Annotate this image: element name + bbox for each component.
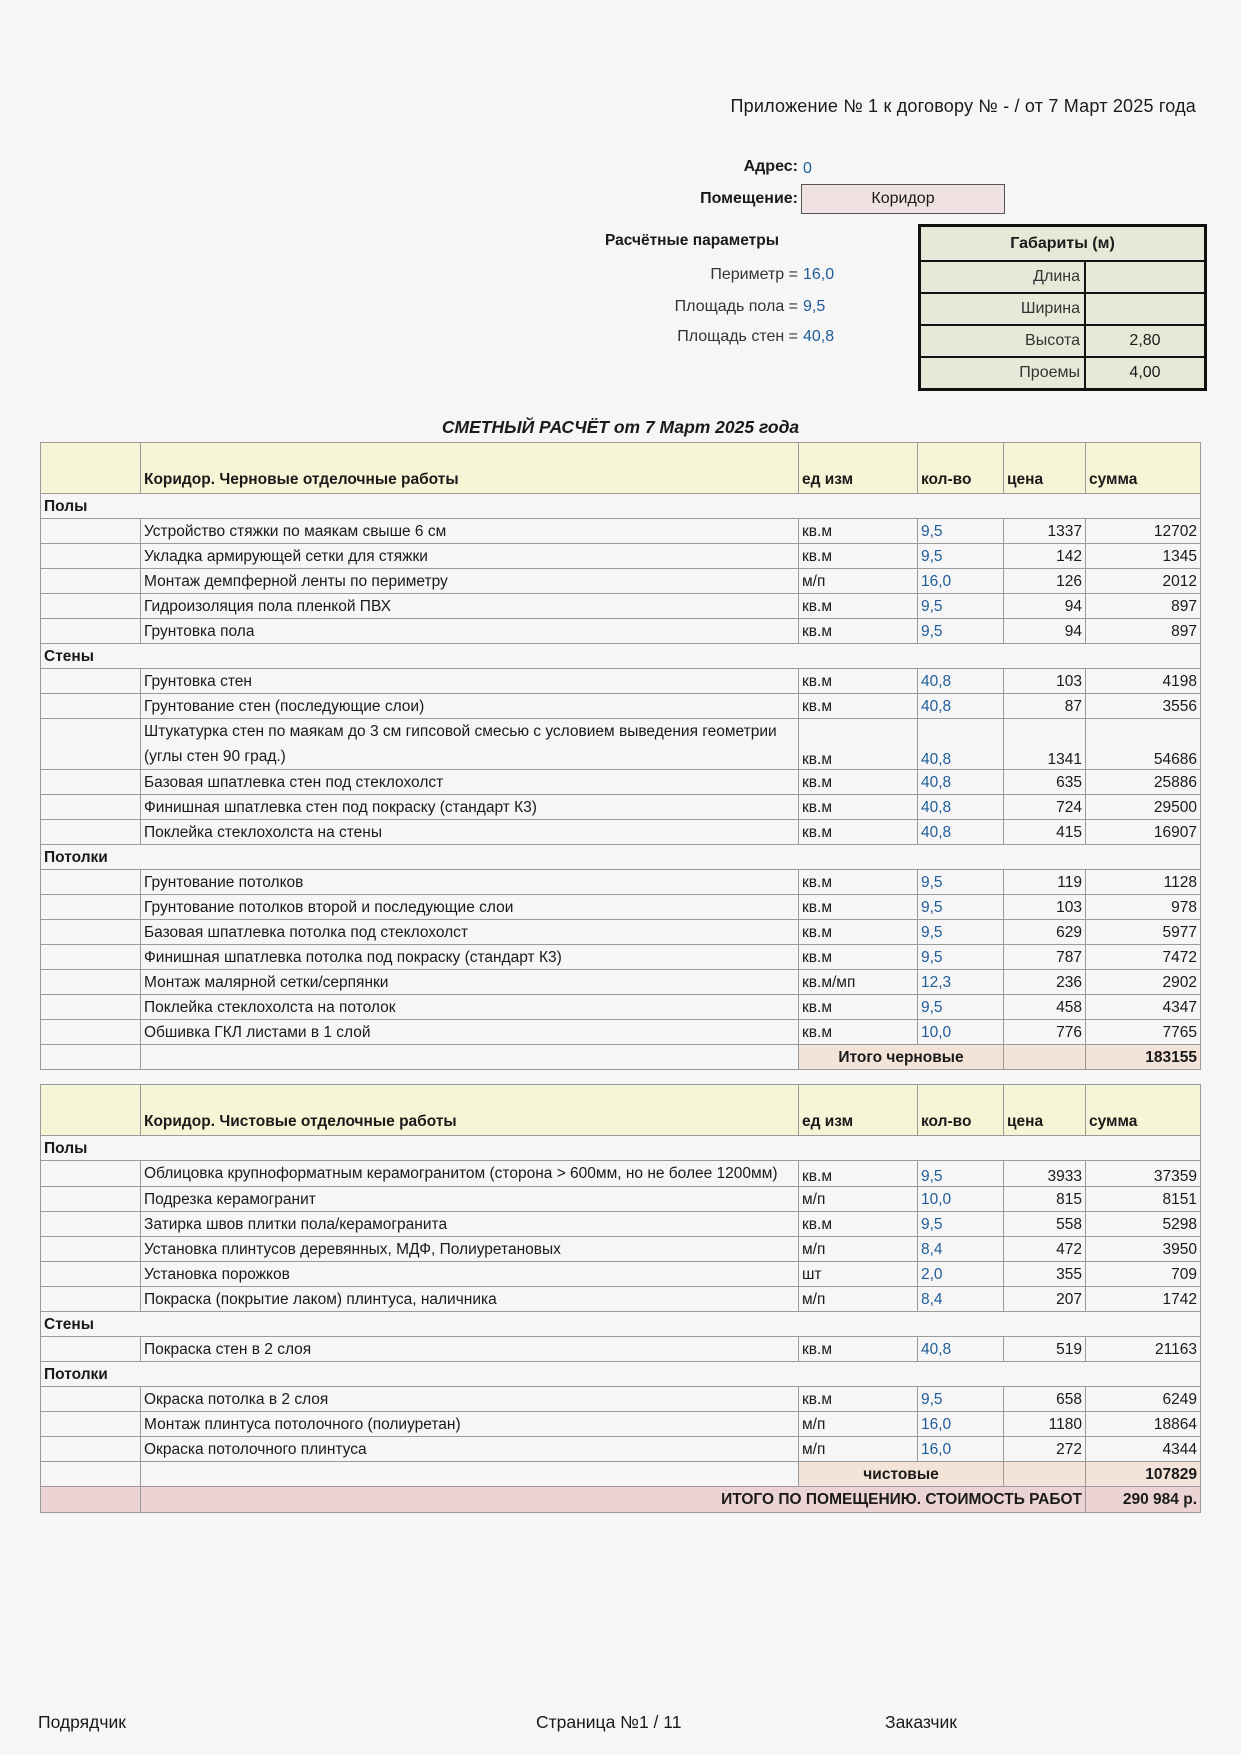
price-cell[interactable]: 458 (1004, 995, 1086, 1020)
table-row (41, 1412, 1201, 1437)
unit-cell: кв.м (799, 945, 918, 970)
table-row (41, 719, 1201, 770)
address-value[interactable]: 0 (803, 160, 812, 177)
row-index-cell (41, 719, 141, 770)
dimension-row-width (921, 294, 1204, 326)
unit-cell: кв.м (799, 995, 918, 1020)
section-name: Потолки (41, 845, 141, 870)
unit-cell: кв.м (799, 820, 918, 845)
table-row (41, 920, 1201, 945)
row-index-cell (41, 1187, 141, 1212)
section-name: Стены (41, 1312, 141, 1337)
sum-cell: 2902 (1086, 970, 1201, 995)
quantity-cell[interactable]: 8,4 (918, 1237, 1004, 1262)
quantity-cell[interactable]: 12,3 (918, 970, 1004, 995)
price-cell[interactable]: 815 (1004, 1187, 1086, 1212)
row-index-cell (41, 995, 141, 1020)
section-row (41, 1362, 1201, 1387)
table-row (41, 544, 1201, 569)
sum-cell: 12702 (1086, 519, 1201, 544)
column-header-price: цена (1004, 1085, 1086, 1136)
work-description: Обшивка ГКЛ листами в 1 слой (141, 1020, 799, 1045)
sum-cell: 54686 (1086, 719, 1201, 770)
work-description: Установка плинтусов деревянных, МДФ, Полиуретановых (141, 1237, 799, 1262)
unit-cell: кв.м (799, 795, 918, 820)
header-cell-empty (41, 443, 141, 494)
table-row (41, 1187, 1201, 1212)
price-cell[interactable]: 1341 (1004, 719, 1086, 770)
section-name: Потолки (41, 1362, 141, 1387)
unit-cell: кв.м (799, 1337, 918, 1362)
row-index-cell (41, 594, 141, 619)
subtotal-empty (41, 1045, 141, 1070)
unit-cell: кв.м (799, 770, 918, 795)
quantity-cell[interactable]: 9,5 (918, 895, 1004, 920)
price-cell[interactable]: 1180 (1004, 1412, 1086, 1437)
row-index-cell (41, 920, 141, 945)
price-cell[interactable]: 519 (1004, 1337, 1086, 1362)
column-header-quantity: кол-во (918, 443, 1004, 494)
table-row (41, 1287, 1201, 1312)
row-index-cell (41, 1237, 141, 1262)
row-index-cell (41, 895, 141, 920)
unit-cell: кв.м (799, 619, 918, 644)
quantity-cell[interactable]: 40,8 (918, 770, 1004, 795)
unit-cell: кв.м (799, 870, 918, 895)
sum-cell: 5298 (1086, 1212, 1201, 1237)
table-row (41, 569, 1201, 594)
unit-cell: м/п (799, 569, 918, 594)
wall-area-label: Площадь стен = (677, 328, 798, 345)
price-cell[interactable]: 787 (1004, 945, 1086, 970)
table-row (41, 870, 1201, 895)
dimension-value[interactable] (1086, 294, 1204, 324)
sum-cell: 5977 (1086, 920, 1201, 945)
price-cell[interactable]: 103 (1004, 669, 1086, 694)
table-row (41, 795, 1201, 820)
section-fill (141, 1362, 1201, 1387)
price-cell[interactable]: 776 (1004, 1020, 1086, 1045)
table-row (41, 1437, 1201, 1462)
work-description: Финишная шпатлевка стен под покраску (стандарт К3) (141, 795, 799, 820)
sum-cell: 29500 (1086, 795, 1201, 820)
price-cell[interactable]: 1337 (1004, 519, 1086, 544)
row-index-cell (41, 970, 141, 995)
price-cell[interactable]: 119 (1004, 870, 1086, 895)
table-row (41, 669, 1201, 694)
address-label: Адрес: (743, 158, 798, 175)
section-fill (141, 1136, 1201, 1161)
quantity-cell[interactable]: 40,8 (918, 820, 1004, 845)
spacer-cell (918, 1070, 1004, 1085)
unit-cell: кв.м (799, 719, 918, 770)
table-header-row (41, 443, 1201, 494)
spacer-cell (141, 1070, 799, 1085)
work-description: Монтаж демпферной ленты по периметру (141, 569, 799, 594)
subtotal-empty (1004, 1462, 1086, 1487)
quantity-cell[interactable]: 9,5 (918, 1212, 1004, 1237)
section-name: Стены (41, 644, 141, 669)
work-description: Установка порожков (141, 1262, 799, 1287)
unit-cell: шт (799, 1262, 918, 1287)
floor-area-value: 9,5 (803, 298, 826, 315)
sum-cell: 2012 (1086, 569, 1201, 594)
quantity-cell[interactable]: 40,8 (918, 1337, 1004, 1362)
quantity-cell[interactable]: 16,0 (918, 1437, 1004, 1462)
unit-cell: кв.м (799, 1020, 918, 1045)
row-index-cell (41, 1262, 141, 1287)
quantity-cell[interactable]: 40,8 (918, 795, 1004, 820)
row-index-cell (41, 795, 141, 820)
dimension-row-length (921, 262, 1204, 294)
price-cell[interactable]: 236 (1004, 970, 1086, 995)
work-description: Финишная шпатлевка потолка под покраску (стандарт К3) (141, 945, 799, 970)
row-index-cell (41, 519, 141, 544)
row-index-cell (41, 1287, 141, 1312)
quantity-cell[interactable]: 40,8 (918, 719, 1004, 770)
unit-cell: кв.м (799, 1161, 918, 1187)
table-row (41, 970, 1201, 995)
unit-cell: кв.м (799, 920, 918, 945)
sum-cell: 18864 (1086, 1412, 1201, 1437)
row-index-cell (41, 1412, 141, 1437)
price-cell[interactable]: 724 (1004, 795, 1086, 820)
wall-area-value: 40,8 (803, 328, 835, 345)
unit-cell: м/п (799, 1437, 918, 1462)
section-name: Полы (41, 494, 141, 519)
table-section-title: Коридор. Чистовые отделочные работы (141, 1085, 799, 1136)
sum-cell: 4198 (1086, 669, 1201, 694)
section-fill (141, 644, 1201, 669)
table-section-title: Коридор. Черновые отделочные работы (141, 443, 799, 494)
grand-total-value: 290 984 р. (1086, 1487, 1201, 1513)
subtotal-row (41, 1462, 1201, 1487)
price-cell[interactable]: 355 (1004, 1262, 1086, 1287)
work-description: Укладка армирующей сетки для стяжки (141, 544, 799, 569)
table-row (41, 820, 1201, 845)
row-index-cell (41, 544, 141, 569)
quantity-cell[interactable]: 10,0 (918, 1020, 1004, 1045)
work-description: Поклейка стеклохолста на стены (141, 820, 799, 845)
dimension-label: Проемы (921, 358, 1086, 388)
dimension-label: Высота (921, 326, 1086, 356)
section-row (41, 494, 1201, 519)
quantity-cell[interactable]: 9,5 (918, 1161, 1004, 1187)
quantity-cell[interactable]: 8,4 (918, 1287, 1004, 1312)
sum-cell: 4347 (1086, 995, 1201, 1020)
work-description: Грунтовка пола (141, 619, 799, 644)
spacer-cell (799, 1070, 918, 1085)
quantity-cell[interactable]: 9,5 (918, 995, 1004, 1020)
spacer-cell (41, 1070, 141, 1085)
sum-cell: 709 (1086, 1262, 1201, 1287)
work-description: Покраска стен в 2 слоя (141, 1337, 799, 1362)
work-description: Базовая шпатлевка потолка под стеклохолст (141, 920, 799, 945)
work-description: Грунтование потолков (141, 870, 799, 895)
subtotal-empty (1004, 1045, 1086, 1070)
subtotal-label: чистовые (799, 1462, 1004, 1487)
sum-cell: 1742 (1086, 1287, 1201, 1312)
section-row (41, 1136, 1201, 1161)
work-description: Грунтование потолков второй и последующие слои (141, 895, 799, 920)
price-cell[interactable]: 558 (1004, 1212, 1086, 1237)
unit-cell: кв.м/мп (799, 970, 918, 995)
column-header-sum: сумма (1086, 443, 1201, 494)
row-index-cell (41, 1020, 141, 1045)
sum-cell: 3556 (1086, 694, 1201, 719)
sum-cell: 897 (1086, 619, 1201, 644)
sum-cell: 37359 (1086, 1161, 1201, 1187)
work-description: Штукатурка стен по маякам до 3 см гипсовой смесью с условием выведения геометрии (углы стен 90 град.) (141, 719, 799, 770)
work-description: Устройство стяжки по маякам свыше 6 см (141, 519, 799, 544)
work-description: Поклейка стеклохолста на потолок (141, 995, 799, 1020)
sum-cell: 16907 (1086, 820, 1201, 845)
column-header-sum: сумма (1086, 1085, 1201, 1136)
quantity-cell[interactable]: 2,0 (918, 1262, 1004, 1287)
section-row (41, 1312, 1201, 1337)
row-index-cell (41, 945, 141, 970)
estimate-title: СМЕТНЫЙ РАСЧЁТ от 7 Март 2025 года (441, 417, 800, 437)
header-cell-empty (41, 1085, 141, 1136)
work-description: Монтаж малярной сетки/серпянки (141, 970, 799, 995)
sum-cell: 3950 (1086, 1237, 1201, 1262)
price-cell[interactable]: 658 (1004, 1387, 1086, 1412)
table-row (41, 770, 1201, 795)
price-cell[interactable]: 142 (1004, 544, 1086, 569)
work-description: Базовая шпатлевка стен под стеклохолст (141, 770, 799, 795)
table-row (41, 1337, 1201, 1362)
sum-cell: 25886 (1086, 770, 1201, 795)
sum-cell: 1345 (1086, 544, 1201, 569)
work-description: Покраска (покрытие лаком) плинтуса, наличника (141, 1287, 799, 1312)
quantity-cell[interactable]: 9,5 (918, 594, 1004, 619)
appendix-header: Приложение № 1 к договору № - / от 7 Март 2025 года (730, 96, 1196, 116)
subtotal-value: 183155 (1086, 1045, 1201, 1070)
table-row (41, 1387, 1201, 1412)
table-row (41, 694, 1201, 719)
sum-cell: 897 (1086, 594, 1201, 619)
room-label: Помещение: (700, 190, 798, 207)
column-header-unit: ед изм (799, 443, 918, 494)
section-name: Полы (41, 1136, 141, 1161)
table-header-row (41, 1085, 1201, 1136)
grand-total-label: ИТОГО ПО ПОМЕЩЕНИЮ. СТОИМОСТЬ РАБОТ (141, 1487, 1086, 1513)
quantity-cell[interactable]: 9,5 (918, 920, 1004, 945)
table-row (41, 519, 1201, 544)
work-description: Окраска потолка в 2 слоя (141, 1387, 799, 1412)
unit-cell: кв.м (799, 594, 918, 619)
perimeter-value: 16,0 (803, 266, 835, 283)
table-row (41, 1161, 1201, 1187)
table-row (41, 1020, 1201, 1045)
price-cell[interactable]: 635 (1004, 770, 1086, 795)
grand-total-empty (41, 1487, 141, 1513)
subtotal-row (41, 1045, 1201, 1070)
table-row (41, 594, 1201, 619)
price-cell[interactable]: 629 (1004, 920, 1086, 945)
work-description: Подрезка керамогранит (141, 1187, 799, 1212)
spacer-cell (1086, 1070, 1201, 1085)
unit-cell: кв.м (799, 1387, 918, 1412)
dimension-value[interactable] (1086, 262, 1204, 292)
row-index-cell (41, 770, 141, 795)
unit-cell: кв.м (799, 544, 918, 569)
unit-cell: м/п (799, 1287, 918, 1312)
dimension-value[interactable]: 4,00 (1129, 364, 1161, 381)
work-description: Грунтовка стен (141, 669, 799, 694)
section-row (41, 845, 1201, 870)
sum-cell: 7472 (1086, 945, 1201, 970)
unit-cell: кв.м (799, 694, 918, 719)
spacer-row (41, 1070, 1201, 1085)
section-fill (141, 494, 1201, 519)
quantity-cell[interactable]: 40,8 (918, 669, 1004, 694)
dimension-row-openings (921, 358, 1204, 388)
unit-cell: кв.м (799, 669, 918, 694)
column-header-quantity: кол-во (918, 1085, 1004, 1136)
footer-contractor: Подрядчик (38, 1712, 126, 1732)
subtotal-value: 107829 (1086, 1462, 1201, 1487)
row-index-cell (41, 619, 141, 644)
unit-cell: кв.м (799, 519, 918, 544)
dimension-row-height (921, 326, 1204, 358)
row-index-cell (41, 870, 141, 895)
subtotal-empty (141, 1045, 799, 1070)
work-description: Облицовка крупноформатным керамогранитом (сторона > 600мм, но не более 1200мм) (141, 1161, 799, 1187)
table-row (41, 895, 1201, 920)
table-row (41, 995, 1201, 1020)
dimensions-title: Габариты (м) (921, 227, 1204, 262)
footer-customer: Заказчик (885, 1712, 957, 1732)
row-index-cell (41, 1437, 141, 1462)
column-header-price: цена (1004, 443, 1086, 494)
quantity-cell[interactable]: 9,5 (918, 519, 1004, 544)
sum-cell: 8151 (1086, 1187, 1201, 1212)
table-row (41, 1237, 1201, 1262)
subtotal-empty (141, 1462, 799, 1487)
dimensions-box (918, 224, 1207, 391)
subtotal-label: Итого черновые (799, 1045, 1004, 1070)
row-index-cell (41, 1387, 141, 1412)
sum-cell: 1128 (1086, 870, 1201, 895)
quantity-cell[interactable]: 9,5 (918, 945, 1004, 970)
row-index-cell (41, 1161, 141, 1187)
section-fill (141, 845, 1201, 870)
quantity-cell[interactable]: 10,0 (918, 1187, 1004, 1212)
row-index-cell (41, 669, 141, 694)
unit-cell: кв.м (799, 895, 918, 920)
unit-cell: м/п (799, 1412, 918, 1437)
table-row (41, 1262, 1201, 1287)
table-row (41, 1212, 1201, 1237)
sum-cell: 6249 (1086, 1387, 1201, 1412)
sum-cell: 7765 (1086, 1020, 1201, 1045)
row-index-cell (41, 1212, 141, 1237)
price-cell[interactable]: 94 (1004, 619, 1086, 644)
perimeter-label: Периметр = (710, 266, 798, 283)
quantity-cell[interactable]: 16,0 (918, 1412, 1004, 1437)
row-index-cell (41, 569, 141, 594)
price-cell[interactable]: 3933 (1004, 1161, 1086, 1187)
quantity-cell[interactable]: 9,5 (918, 870, 1004, 895)
table-row (41, 619, 1201, 644)
dimension-value[interactable]: 2,80 (1129, 332, 1161, 349)
unit-cell: кв.м (799, 1212, 918, 1237)
dimension-label: Ширина (921, 294, 1086, 324)
subtotal-empty (41, 1462, 141, 1487)
row-index-cell (41, 1337, 141, 1362)
quantity-cell[interactable]: 9,5 (918, 544, 1004, 569)
unit-cell: м/п (799, 1187, 918, 1212)
dimension-label: Длина (921, 262, 1086, 292)
sum-cell: 4344 (1086, 1437, 1201, 1462)
price-cell[interactable]: 207 (1004, 1287, 1086, 1312)
price-cell[interactable]: 472 (1004, 1237, 1086, 1262)
work-description: Окраска потолочного плинтуса (141, 1437, 799, 1462)
price-cell[interactable]: 94 (1004, 594, 1086, 619)
price-cell[interactable]: 272 (1004, 1437, 1086, 1462)
sum-cell: 978 (1086, 895, 1201, 920)
section-fill (141, 1312, 1201, 1337)
grand-total-row (41, 1487, 1201, 1513)
work-description: Грунтование стен (последующие слои) (141, 694, 799, 719)
row-index-cell (41, 694, 141, 719)
unit-cell: м/п (799, 1237, 918, 1262)
quantity-cell[interactable]: 40,8 (918, 694, 1004, 719)
work-description: Монтаж плинтуса потолочного (полиуретан) (141, 1412, 799, 1437)
column-header-unit: ед изм (799, 1085, 918, 1136)
price-cell[interactable]: 87 (1004, 694, 1086, 719)
estimate-table (40, 442, 1201, 1513)
price-cell[interactable]: 126 (1004, 569, 1086, 594)
work-description: Затирка швов плитки пола/керамогранита (141, 1212, 799, 1237)
footer-page-number: Страница №1 / 11 (536, 1712, 682, 1732)
price-cell[interactable]: 103 (1004, 895, 1086, 920)
quantity-cell[interactable]: 9,5 (918, 619, 1004, 644)
section-row (41, 644, 1201, 669)
room-value[interactable]: Коридор (801, 184, 1005, 214)
calc-params-title: Расчётные параметры (605, 232, 779, 249)
work-description: Гидроизоляция пола пленкой ПВХ (141, 594, 799, 619)
table-row (41, 945, 1201, 970)
quantity-cell[interactable]: 16,0 (918, 569, 1004, 594)
quantity-cell[interactable]: 9,5 (918, 1387, 1004, 1412)
row-index-cell (41, 820, 141, 845)
spacer-cell (1004, 1070, 1086, 1085)
floor-area-label: Площадь пола = (674, 298, 798, 315)
price-cell[interactable]: 415 (1004, 820, 1086, 845)
sum-cell: 21163 (1086, 1337, 1201, 1362)
